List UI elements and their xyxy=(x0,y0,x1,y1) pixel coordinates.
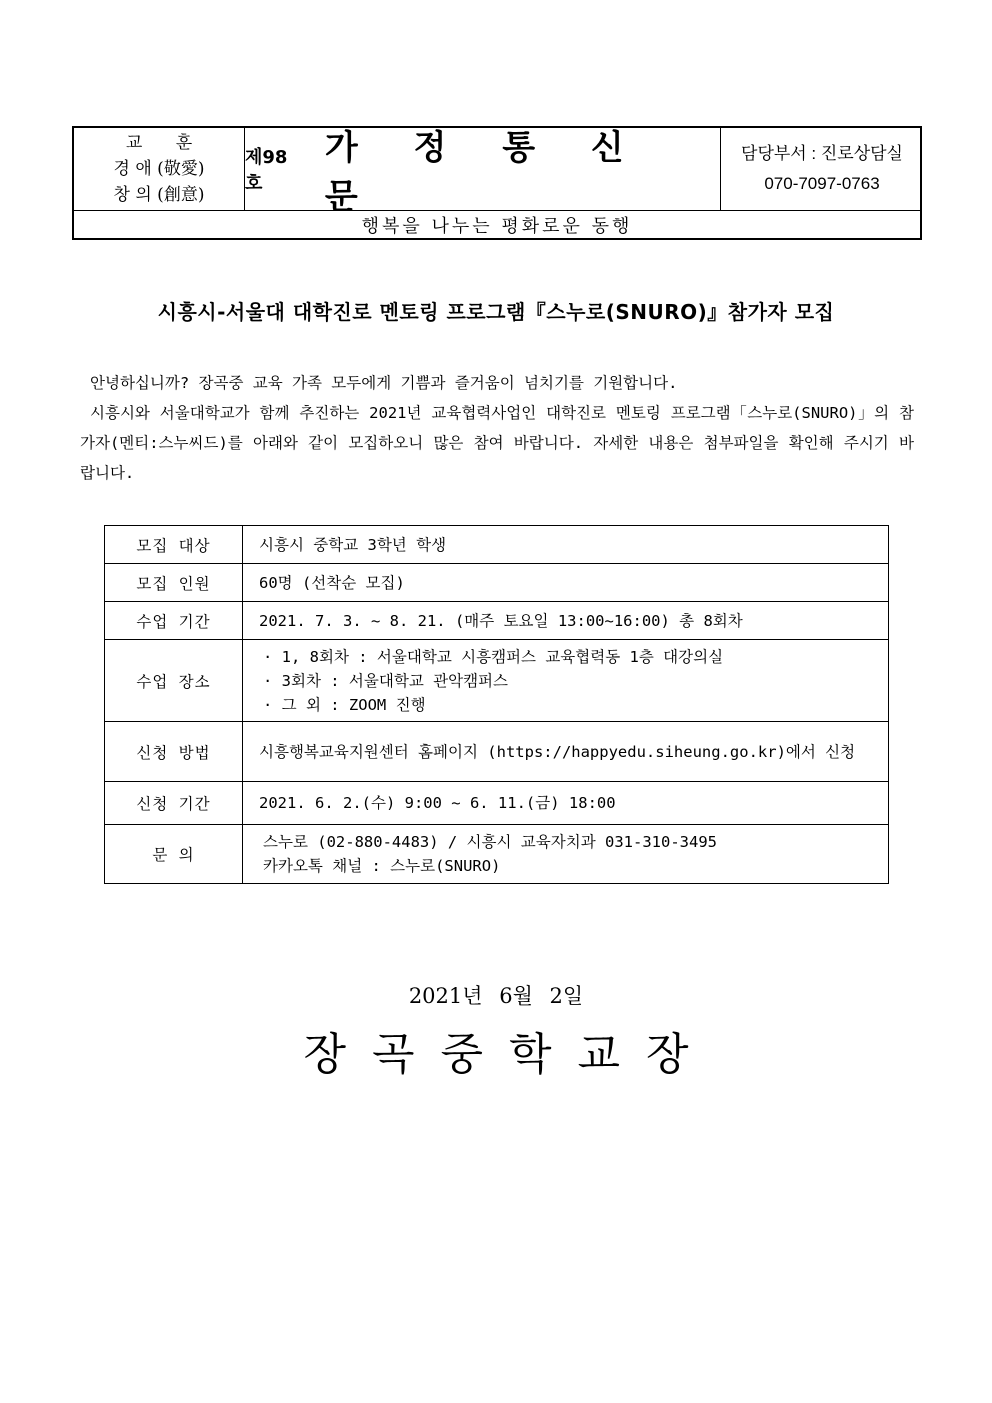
row-label: 신청 기간 xyxy=(105,782,243,825)
department-name: 담당부서 : 진로상담실 xyxy=(741,144,903,163)
row-value: 시흥행복교육지원센터 홈페이지 (https://happyedu.siheung.go.kr)에서 신청 xyxy=(243,722,889,782)
row-value xyxy=(243,825,889,884)
issue-date: 2021년 6월 2일 xyxy=(408,984,584,1008)
motto-line: 창 의 (創意) xyxy=(113,185,205,205)
row-label: 모집 대상 xyxy=(105,526,243,564)
list-item: · 1, 8회차 : 서울대학교 시흥캠퍼스 교육협력동 1층 대강의실 xyxy=(263,647,724,666)
newsletter-header xyxy=(72,126,922,240)
motto-line: 경 애 (敬愛) xyxy=(113,159,205,179)
list-item: 스누로 (02-880-4483) / 시흥시 교육자치과 031-310-3495 xyxy=(263,833,717,851)
school-motto xyxy=(74,128,245,210)
motto-title: 교 훈 xyxy=(125,133,207,153)
table-row xyxy=(105,564,889,602)
table-row xyxy=(105,722,889,782)
list-item: 카카오톡 채널 : 스누로(SNURO) xyxy=(263,857,501,875)
principal-signature: 장곡중학교장 xyxy=(303,1029,715,1080)
row-label: 수업 기간 xyxy=(105,602,243,640)
row-label: 신청 방법 xyxy=(105,722,243,782)
department-phone: 070-7097-0763 xyxy=(764,174,880,193)
table-row xyxy=(105,782,889,825)
department-contact xyxy=(720,128,923,210)
page-title: 시흥시-서울대 대학진로 멘토링 프로그램『스누로(SNURO)』참가자 모집 xyxy=(157,300,835,324)
newsletter-name: 가 정 통 신 문 xyxy=(324,128,646,217)
row-value: 시흥시 중학교 3학년 학생 xyxy=(243,526,889,564)
row-value: 2021. 7. 3. ~ 8. 21. (매주 토요일 13:00~16:00) 총 8회차 xyxy=(243,602,889,640)
list-item: · 3회차 : 서울대학교 관악캠퍼스 xyxy=(263,671,508,690)
row-label: 모집 인원 xyxy=(105,564,243,602)
list-item: · 그 외 : ZOOM 진행 xyxy=(263,695,426,714)
intro-text xyxy=(80,368,914,488)
row-value: 2021. 6. 2.(수) 9:00 ~ 6. 11.(금) 18:00 xyxy=(243,782,889,825)
row-value xyxy=(243,640,889,722)
table-row xyxy=(105,602,889,640)
newsletter-title xyxy=(245,128,721,217)
row-label: 수업 장소 xyxy=(105,640,243,722)
table-row xyxy=(105,825,889,884)
row-label: 문 의 xyxy=(105,825,243,884)
table-row xyxy=(105,526,889,564)
header-top-row xyxy=(74,128,920,217)
info-table xyxy=(104,525,889,884)
row-value: 60명 (선착순 모집) xyxy=(243,564,889,602)
intro-paragraph: 안녕하십니까? 장곡중 교육 가족 모두에게 기쁨과 즐거움이 넘치기를 기원합니다. xyxy=(90,374,678,392)
issue-number: 제98호 xyxy=(245,147,288,194)
intro-paragraph: 시흥시와 서울대학교가 함께 추진하는 2021년 교육협력사업인 대학진로 멘토링 프로그램「스누로(SNURO)」의 참가자(멘티:스누씨드)를 아래와 같이 모집하오니 많은 참여 바랍니다. 자세한 내용은 첨부파일을 확인해 주시기 바랍니다. xyxy=(80,404,914,482)
school-slogan: 행복을 나누는 평화로운 동행 xyxy=(361,216,633,237)
table-row xyxy=(105,640,889,722)
